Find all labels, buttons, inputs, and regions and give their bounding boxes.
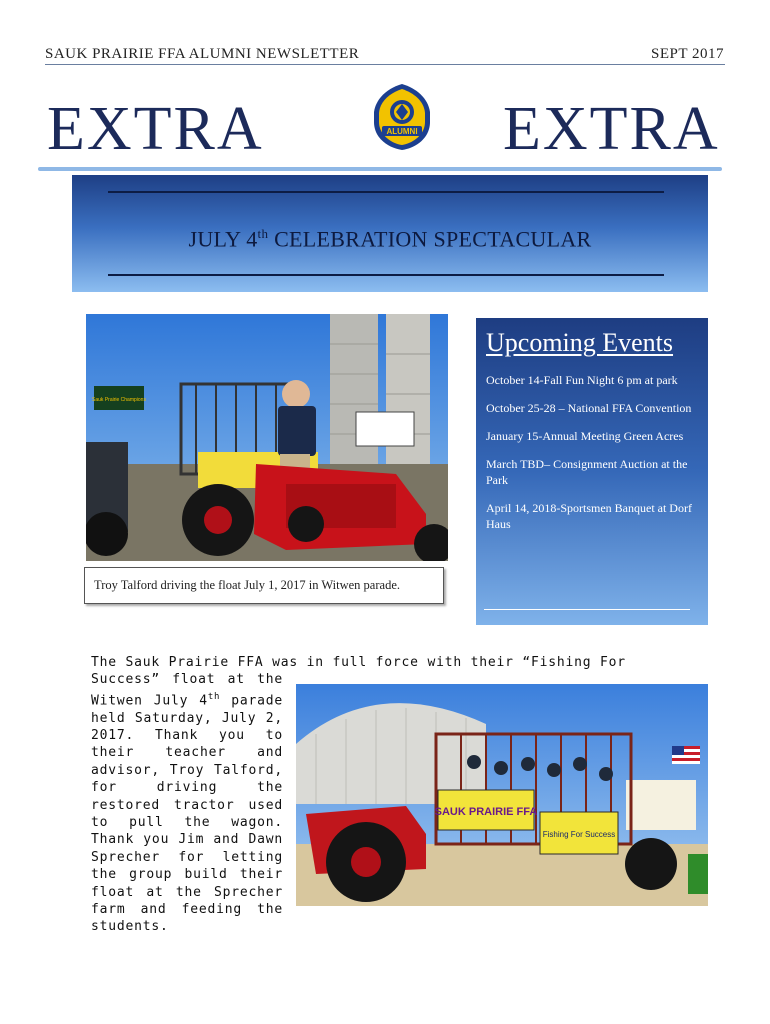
banner-title: JULY 4th CELEBRATION SPECTACULAR	[188, 226, 592, 252]
article-column: Success” float at the Witwen July 4th parade held Saturday, July 2, 2017. Thank you to their teacher and advisor, Troy Talford, for driving the restored tractor used to pull the wagon. Thank you Jim and Dawn Sprecher for letting the group build their float at the Sprecher farm and feeding the students.	[91, 672, 283, 935]
emblem-label: ALUMNI	[386, 127, 418, 136]
event-item: January 15-Annual Meeting Green Acres	[486, 429, 684, 443]
event-item: April 14, 2018-Sportsmen Banquet at Dorf Haus	[486, 501, 692, 531]
event-item: March TBD– Consignment Auction at the Park	[486, 457, 688, 487]
float-sign-text: Fishing For Success	[542, 830, 616, 839]
article-first-line: The Sauk Prairie FFA was in full force with their “Fishing For	[91, 655, 626, 670]
masthead-divider	[38, 167, 722, 171]
event-item: October 25-28 – National FFA Convention	[486, 401, 692, 415]
banner-top-rule	[108, 191, 664, 193]
celebration-banner	[72, 175, 708, 292]
event-item: October 14-Fall Fun Night 6 pm at park	[486, 373, 678, 387]
events-divider	[484, 609, 690, 610]
parade-float-photo	[296, 684, 708, 906]
masthead-word-left: EXTRA	[47, 95, 264, 163]
issue-date: SEPT 2017	[651, 46, 724, 62]
events-title: Upcoming Events	[486, 328, 674, 357]
champions-sign: Sauk Prairie Champions	[92, 397, 146, 403]
upcoming-events-panel	[476, 318, 708, 625]
newsletter-name: SAUK PRAIRIE FFA ALUMNI NEWSLETTER	[45, 46, 360, 62]
masthead-word-right: EXTRA	[503, 95, 720, 163]
photo-caption: Troy Talford driving the float July 1, 2017 in Witwen parade.	[84, 567, 444, 604]
ffa-alumni-emblem-icon	[372, 82, 432, 152]
events-list	[486, 372, 702, 544]
banner-bottom-rule	[108, 274, 664, 276]
header-divider	[45, 64, 725, 65]
tractor-driver-photo	[86, 314, 448, 561]
float-banner-text: SAUK PRAIRIE FFA	[434, 806, 538, 818]
